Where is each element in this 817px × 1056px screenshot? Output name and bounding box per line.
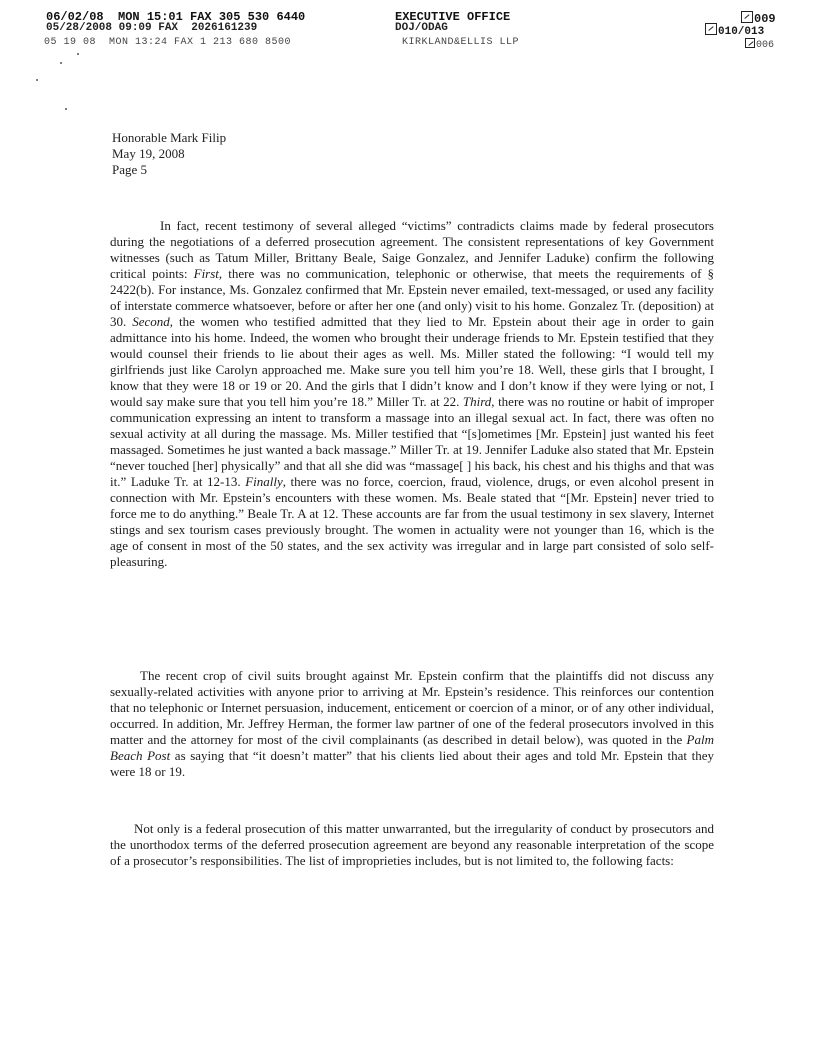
paragraph-1 bbox=[110, 218, 714, 570]
italic-run: Third bbox=[462, 394, 492, 409]
fax-page-icon bbox=[741, 11, 753, 23]
text-run: The recent crop of civil suits brought against Mr. Epstein confirm that the plaintiffs did not discuss any sexually-related activities with anyone prior to arriving at Mr. Epstein’s residence. This reinforces our contention that no telephonic or Internet persuasion, inducement, enticement or coercion of a minor, or of any other individual, occurred. In addition, Mr. Jeffrey Herman, the former law partner of one of the federal prosecutors involved in this matter and the attorney for most of the civil complainants (as described in detail below), was quoted in the bbox=[110, 668, 714, 747]
text-run: In fact, recent testimony of several alleged “victims” contradicts claims made by federal prosecutors during the negotiations of a deferred prosecution agreement. The consistent representations of key Government witnesses (such as Tatum Miller, Brittany Beale, Saige Gonzalez, and Jennifer Laduke) confirm the following critical points: bbox=[110, 218, 714, 281]
fax-page-number: 009 bbox=[754, 12, 776, 26]
text-run: , the women who testified admitted that they lied to Mr. Epstein about their age in order to gain admittance into his home. Indeed, the women who brought their underage friends to Mr. Epstein testified that they would counsel their friends to lie about their ages as well. Ms. Miller stated the following: “I would tell my girlfriends just like Carolyn approached me. Make sure you tell him you’re 18. Well, these girls that I brought, I know that they were 18 or 19 or 20. And the girls that I didn’t know and I don’t know if they were lying or not, I would say make sure that you tell him you’re 18.” Miller Tr. at 22. bbox=[110, 314, 715, 409]
fax-header-3-page bbox=[745, 38, 774, 51]
fax-page-number: 006 bbox=[756, 40, 775, 51]
recipient-line: Honorable Mark Filip bbox=[112, 130, 227, 145]
italic-run: Finally bbox=[245, 474, 283, 489]
scan-speck bbox=[77, 53, 79, 55]
fax-page-icon bbox=[745, 38, 755, 48]
italic-run: Second bbox=[132, 314, 170, 329]
fax-header-2-center: DOJ/ODAG bbox=[395, 22, 448, 34]
italic-run: First bbox=[193, 266, 219, 281]
fax-header-3-center: KIRKLAND&ELLIS LLP bbox=[402, 37, 520, 48]
scan-speck bbox=[65, 108, 67, 110]
scan-speck bbox=[36, 79, 38, 81]
text-run: Not only is a federal prosecution of this matter unwarranted, but the irregularity of conduct by prosecutors and the unorthodox terms of the deferred prosecution agreement are beyond any reasonable interpretation of the scope of a prosecutor’s responsibilities. The list of improprieties includes, but is not limited to, the following facts: bbox=[110, 821, 714, 868]
italic-run: Palm Beach Post bbox=[110, 732, 714, 763]
text-run: as saying that “it doesn’t matter” that his clients lied about their ages and told Mr. Epstein that they were 18 or 19. bbox=[110, 748, 715, 779]
paragraph-3 bbox=[110, 821, 714, 869]
paragraph-2 bbox=[110, 668, 714, 780]
fax-header-2-page bbox=[705, 23, 764, 38]
text-run: , there was no force, coercion, fraud, violence, drugs, or even alcohol present in connection with Mr. Epstein’s encounters with these women. Ms. Beale stated that “[Mr. Epstein] never tried to force me to do anything.” Beale Tr. A at 12. These accounts are far from the usual testimony in sex slavery, Internet stings and sex tourism cases previously brought. The women in actuality were not younger than 16, which is the age of consent in most of the 50 states, and the sex activity was irregular and in large part consisted of solo self-pleasuring. bbox=[110, 474, 714, 569]
fax-header-1-left: 06/02/08 MON 15:01 FAX 305 530 6440 bbox=[46, 10, 306, 24]
fax-page-number: 010/013 bbox=[718, 26, 765, 38]
text-run: , there was no communication, telephonic or otherwise, that meets the requirements of § 2422(b). For instance, Ms. Gonzalez confirmed that Mr. Epstein never emailed, text-messaged, or used any facility of interstate commerce whatsoever, before or after her one (and only) visit to his home. Gonzalez Tr. (deposition) at 30. bbox=[110, 266, 714, 329]
scan-speck bbox=[60, 62, 62, 64]
fax-header-3-left: 05 19 08 MON 13:24 FAX 1 213 680 8500 bbox=[44, 37, 292, 48]
fax-header-2-left: 05/28/2008 09:09 FAX 2026161239 bbox=[46, 22, 258, 34]
page-label: Page 5 bbox=[112, 162, 148, 177]
text-run: , there was no routine or habit of improper communication expressing an intent to transform a massage into an illegal sexual act. In fact, there was often no sexual activity at all during the massage. Ms. Miller testified that “[s]ometimes [Mr. Epstein] just wanted his feet massaged. Sometimes he just wanted a back massage.” Miller Tr. at 19. Jennifer Laduke also stated that Mr. Epstein “never touched [her] physically” and that all she did was “massage[ ] his back, his chest and his thighs and that was it.” Laduke Tr. at 12-13. bbox=[110, 394, 714, 489]
fax-page-icon bbox=[705, 23, 717, 35]
letter-date: May 19, 2008 bbox=[112, 146, 185, 161]
fax-header-1-center: EXECUTIVE OFFICE bbox=[395, 10, 511, 24]
